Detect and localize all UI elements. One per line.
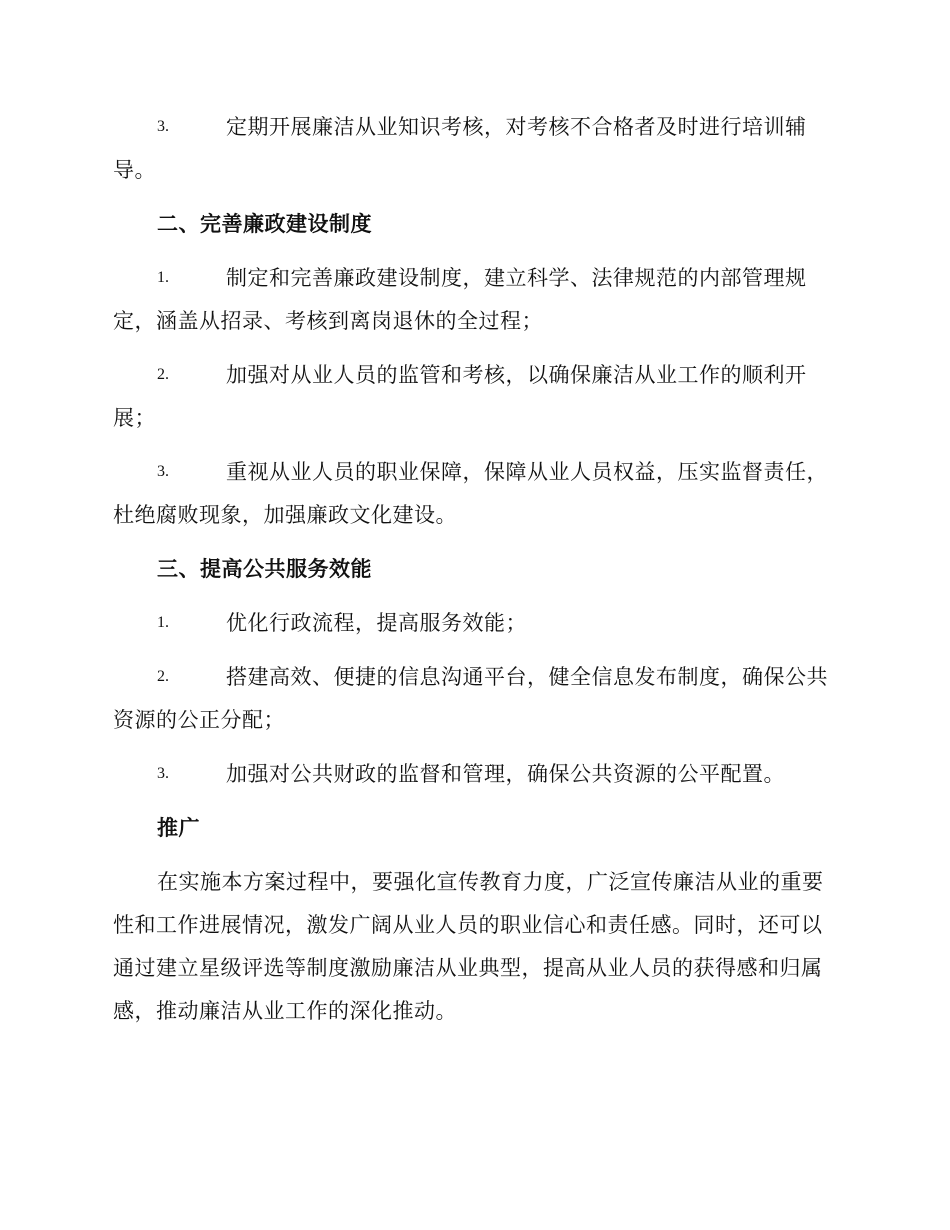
list-number: 1. — [157, 269, 169, 286]
list-number: 3. — [157, 765, 169, 782]
list-item-text-line: 加强对从业人员的监管和考核，以确保廉洁从业工作的顺利开 — [226, 363, 807, 387]
section-heading: 三、提高公共服务效能 — [157, 556, 372, 581]
list-number: 2. — [157, 668, 169, 685]
list-number: 1. — [157, 614, 169, 631]
list-number: 2. — [157, 366, 169, 383]
list-item-text-line: 加强对公共财政的监督和管理，确保公共资源的公平配置。 — [226, 762, 785, 786]
paragraph-line: 感，推动廉洁从业工作的深化推动。 — [113, 999, 457, 1023]
section-heading: 二、完善廉政建设制度 — [157, 211, 372, 236]
list-item-text-line: 定，涵盖从招录、考核到离岗退休的全过程； — [113, 309, 543, 333]
list-number: 3. — [157, 118, 169, 135]
section-heading: 推广 — [157, 815, 200, 840]
paragraph-line: 性和工作进展情况，激发广阔从业人员的职业信心和责任感。同时，还可以 — [113, 913, 823, 937]
paragraph-line: 通过建立星级评选等制度激励廉洁从业典型，提高从业人员的获得感和归属 — [113, 956, 823, 980]
list-item-text-line: 定期开展廉洁从业知识考核，对考核不合格者及时进行培训辅 — [226, 115, 807, 139]
list-item-text-line: 重视从业人员的职业保障，保障从业人员权益，压实监督责任， — [226, 460, 828, 484]
list-item-text-line: 展； — [113, 406, 156, 430]
list-item-text-line: 优化行政流程，提高服务效能； — [226, 611, 527, 635]
list-item-text-line: 杜绝腐败现象，加强廉政文化建设。 — [113, 503, 457, 527]
list-item-text-line: 制定和完善廉政建设制度，建立科学、法律规范的内部管理规 — [226, 266, 807, 290]
list-item-text-line: 资源的公正分配； — [113, 708, 285, 732]
list-item-text-line: 导。 — [113, 158, 156, 182]
list-item-text-line: 搭建高效、便捷的信息沟通平台，健全信息发布制度，确保公共 — [226, 665, 828, 689]
paragraph-line: 在实施本方案过程中，要强化宣传教育力度，广泛宣传廉洁从业的重要 — [157, 870, 824, 894]
list-number: 3. — [157, 463, 169, 480]
